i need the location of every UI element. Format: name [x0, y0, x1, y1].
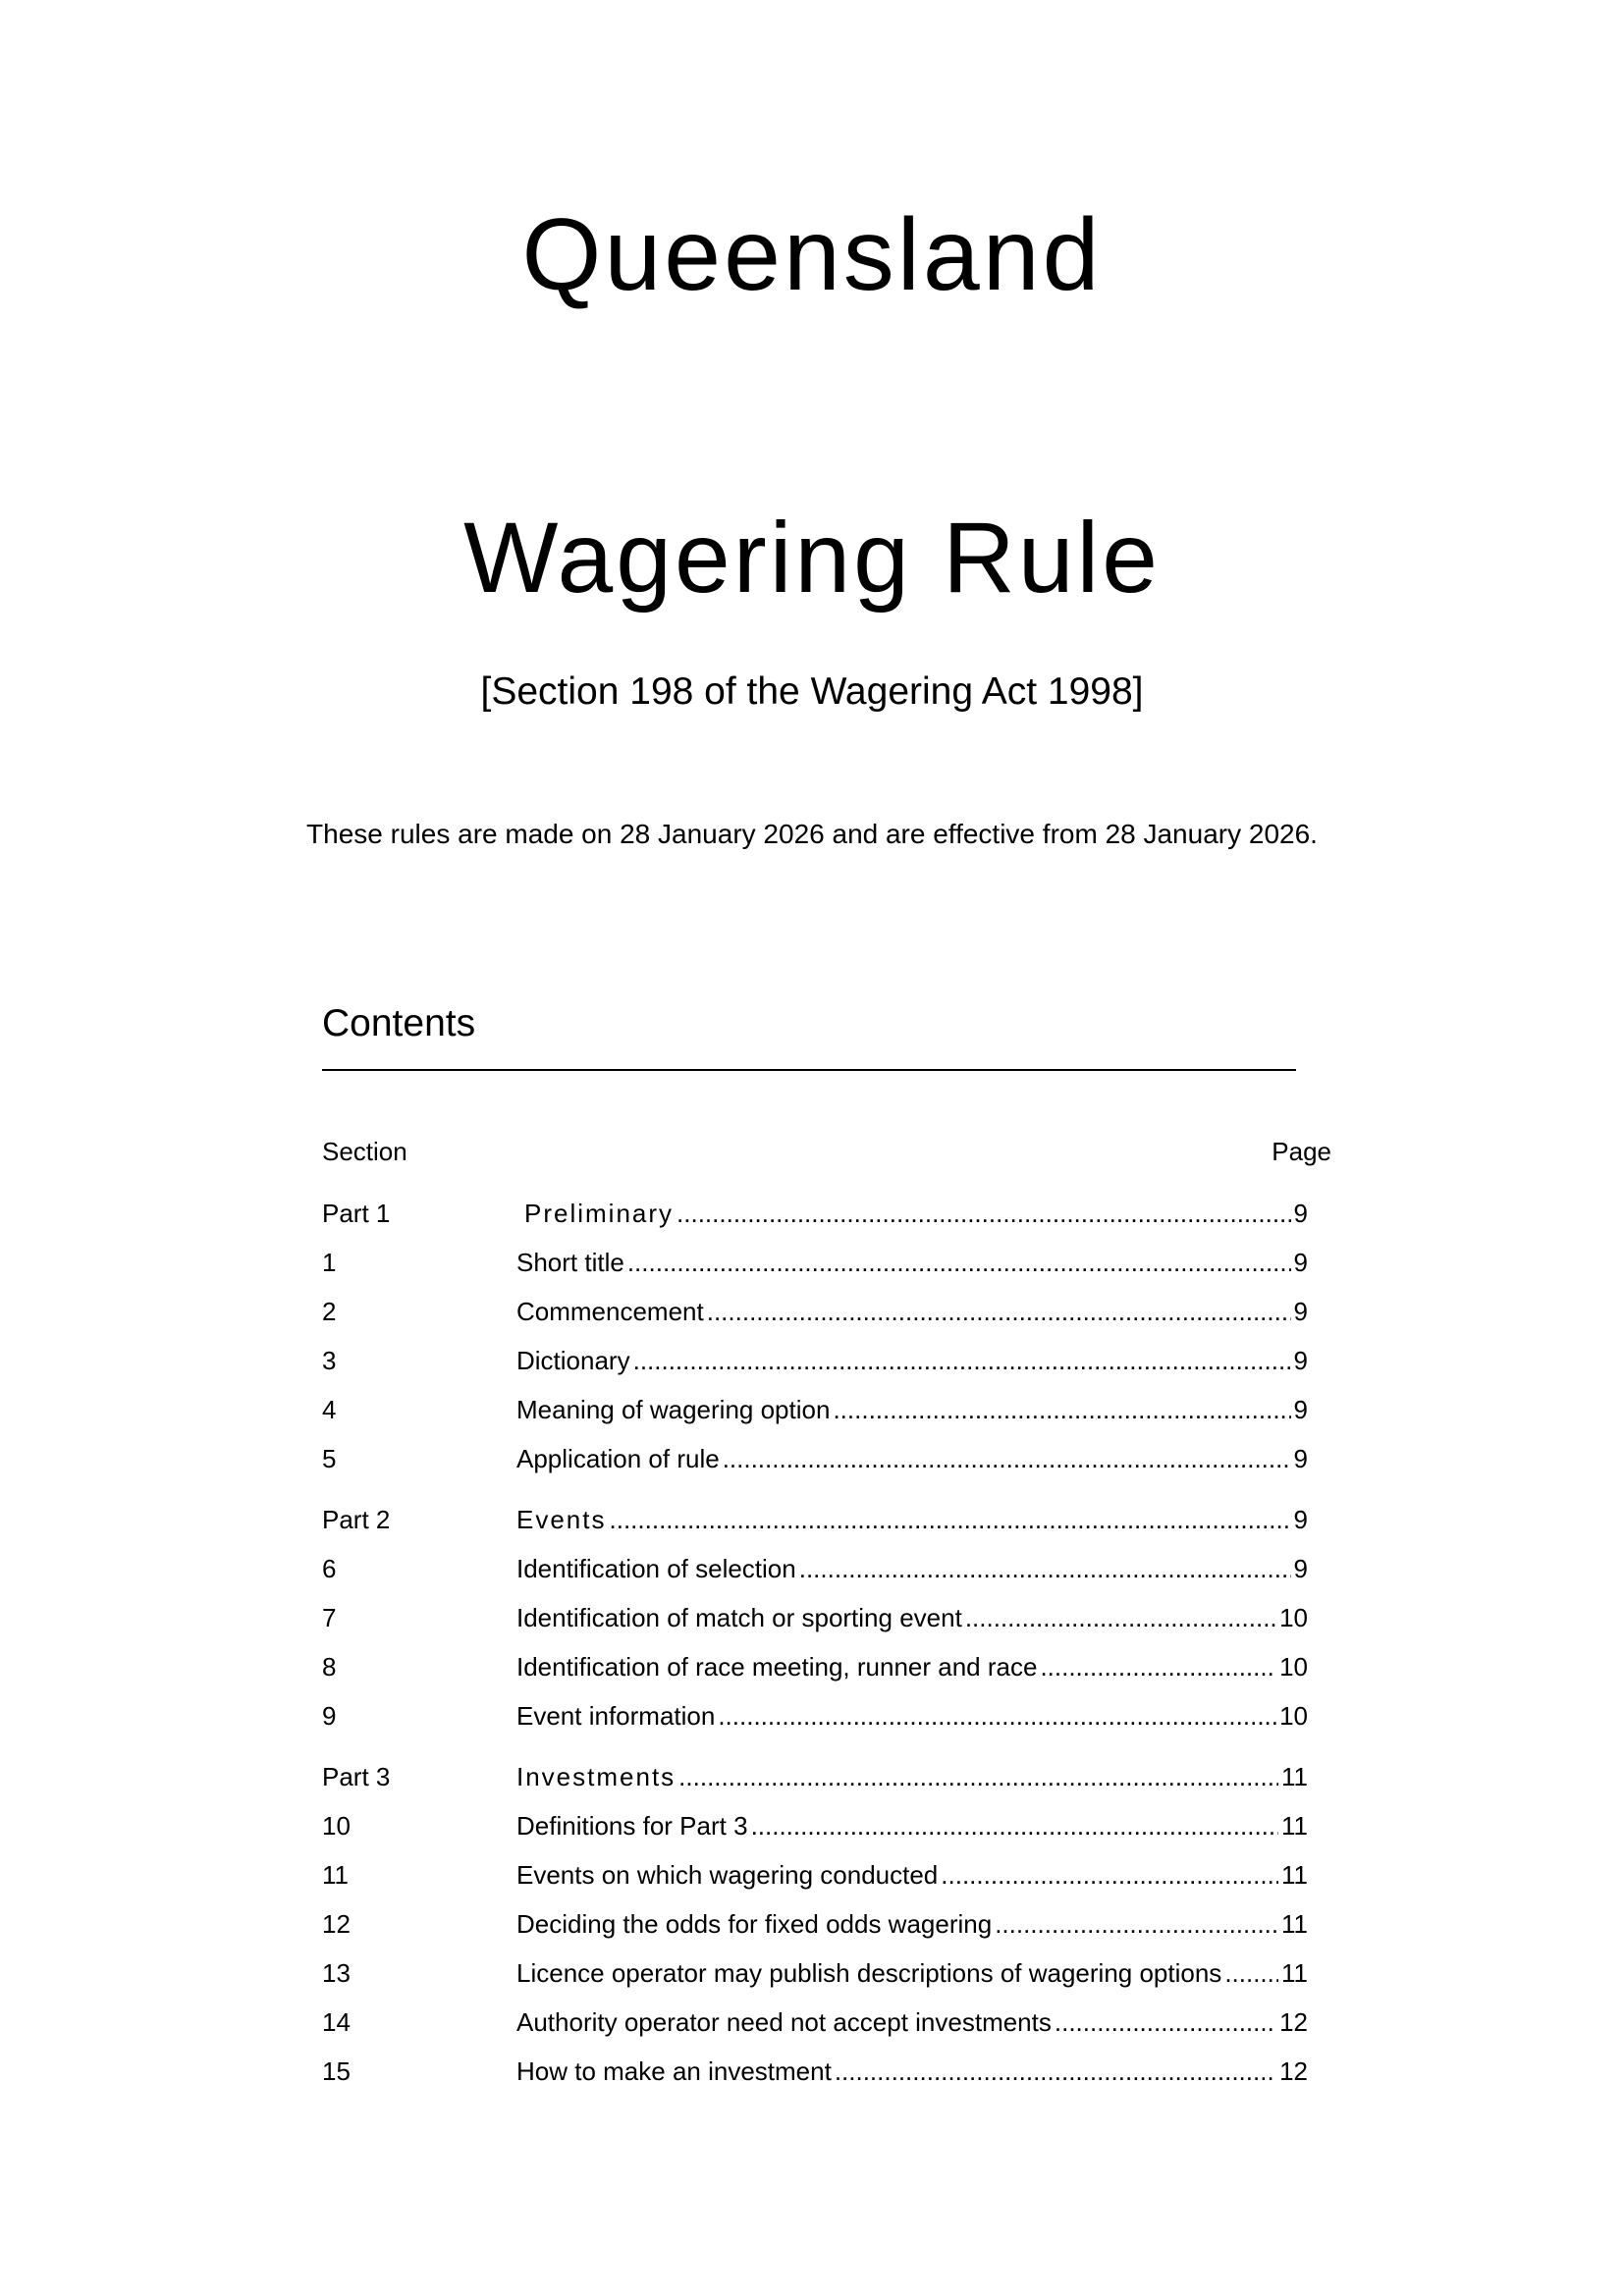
toc-title: Short title — [516, 1248, 624, 1277]
toc-row[interactable] — [322, 2054, 1308, 2089]
toc-page-number: 9 — [1293, 1248, 1308, 1277]
toc-page-number: 11 — [1281, 1909, 1308, 1939]
toc-row[interactable] — [322, 1906, 1308, 1942]
toc-row[interactable] — [322, 1955, 1308, 1991]
toc-title: Events on which wagering conducted — [516, 1860, 939, 1890]
toc-leader — [1224, 1955, 1278, 1991]
toc-title: Meaning of wagering option — [516, 1395, 831, 1424]
toc-number: Part 3 — [322, 1762, 391, 1791]
contents-heading: Contents — [322, 1002, 476, 1044]
toc-title: Licence operator may publish descriptions of wagering options — [516, 1958, 1222, 1988]
toc-title: Dictionary — [516, 1346, 630, 1375]
contents-divider — [322, 1069, 1296, 1071]
toc-page-number: 12 — [1279, 2007, 1308, 2037]
toc-leader — [677, 1196, 1291, 1231]
toc-title: Events — [516, 1505, 607, 1534]
toc-title: Commencement — [516, 1297, 704, 1326]
toc-title: Investments — [516, 1762, 677, 1791]
toc-leader — [751, 1808, 1278, 1843]
toc-title: Application of rule — [516, 1444, 720, 1473]
toc-row[interactable] — [322, 1551, 1308, 1586]
toc-number: 8 — [322, 1652, 337, 1682]
toc-page-number: 11 — [1281, 1860, 1308, 1890]
toc-page-number: 9 — [1293, 1199, 1308, 1228]
toc-page-number: 9 — [1293, 1554, 1308, 1583]
toc-page-number: 9 — [1293, 1346, 1308, 1375]
authorising-provision: [Section 198 of the Wagering Act 1998] — [480, 670, 1144, 713]
toc-row[interactable] — [322, 2004, 1308, 2040]
toc-page-number: 9 — [1293, 1444, 1308, 1473]
toc-number: 6 — [322, 1554, 337, 1583]
toc-number: 3 — [322, 1346, 337, 1375]
toc-leader — [723, 1441, 1291, 1476]
toc-title: Deciding the odds for fixed odds wagering — [516, 1909, 993, 1939]
toc-number: 4 — [322, 1395, 337, 1424]
toc-leader — [718, 1698, 1276, 1734]
toc-row[interactable] — [322, 1294, 1308, 1329]
toc-number: 7 — [322, 1603, 337, 1632]
toc-page-number: 11 — [1281, 1958, 1308, 1988]
toc-page-number: 12 — [1279, 2056, 1308, 2086]
toc-number: 12 — [322, 1909, 351, 1939]
toc-part-row[interactable] — [322, 1502, 1308, 1537]
toc-page-number: 11 — [1281, 1811, 1308, 1841]
toc-page-number: 10 — [1279, 1701, 1308, 1731]
toc-row[interactable] — [322, 1343, 1308, 1378]
toc-row[interactable] — [322, 1600, 1308, 1635]
toc-number: 10 — [322, 1811, 351, 1841]
toc-title: Identification of race meeting, runner and race — [516, 1652, 1038, 1682]
toc-leader — [610, 1502, 1291, 1537]
toc-number: 15 — [322, 2056, 351, 2086]
toc-leader — [707, 1294, 1291, 1329]
toc-part-row[interactable] — [322, 1196, 1308, 1231]
toc-leader — [965, 1600, 1276, 1635]
toc-leader — [1040, 1649, 1276, 1684]
toc-page-number: 9 — [1293, 1297, 1308, 1326]
toc-number: 2 — [322, 1297, 337, 1326]
toc-part-row[interactable] — [322, 1759, 1308, 1794]
made-statement: These rules are made on 28 January 2026 and are effective from 28 January 2026. — [306, 819, 1318, 849]
toc-number: 9 — [322, 1701, 337, 1731]
toc-leader — [633, 1343, 1291, 1378]
toc-title: Authority operator need not accept investments — [516, 2007, 1052, 2037]
toc-row[interactable] — [322, 1857, 1308, 1893]
toc-page-number: 10 — [1279, 1603, 1308, 1632]
toc-number: 1 — [322, 1248, 337, 1277]
toc-page-number: 9 — [1293, 1395, 1308, 1424]
toc-row[interactable] — [322, 1649, 1308, 1684]
toc-page-number: 9 — [1293, 1505, 1308, 1534]
toc-number: Part 2 — [322, 1505, 391, 1534]
toc-leader — [627, 1245, 1291, 1280]
toc-row[interactable] — [322, 1698, 1308, 1734]
toc-row[interactable] — [322, 1808, 1308, 1843]
toc-number: Part 1 — [322, 1199, 391, 1228]
toc-number: 13 — [322, 1958, 351, 1988]
toc-title: Identification of match or sporting event — [516, 1603, 962, 1632]
toc-page-number: 11 — [1281, 1762, 1308, 1791]
toc-number: 11 — [322, 1860, 349, 1890]
toc-title: How to make an investment — [516, 2056, 832, 2086]
jurisdiction-title: Queensland — [521, 198, 1103, 312]
toc-leader — [833, 1392, 1290, 1427]
toc-leader — [941, 1857, 1278, 1893]
toc-row[interactable] — [322, 1392, 1308, 1427]
toc-number: 5 — [322, 1444, 337, 1473]
toc-title: Preliminary — [524, 1199, 675, 1228]
toc-number: 14 — [322, 2007, 351, 2037]
toc-leader — [835, 2054, 1276, 2089]
column-header-page: Page — [1272, 1137, 1331, 1166]
toc-leader — [995, 1906, 1278, 1942]
column-header-section: Section — [322, 1137, 407, 1166]
toc-title: Definitions for Part 3 — [516, 1811, 748, 1841]
toc-row[interactable] — [322, 1245, 1308, 1280]
toc-page-number: 10 — [1279, 1652, 1308, 1682]
toc-title: Identification of selection — [516, 1554, 796, 1583]
toc-row[interactable] — [322, 1441, 1308, 1476]
toc-leader — [1055, 2004, 1276, 2040]
toc-leader — [799, 1551, 1291, 1586]
document-title: Wagering Rule — [463, 502, 1161, 614]
toc-leader — [678, 1759, 1278, 1794]
toc-title: Event information — [516, 1701, 716, 1731]
